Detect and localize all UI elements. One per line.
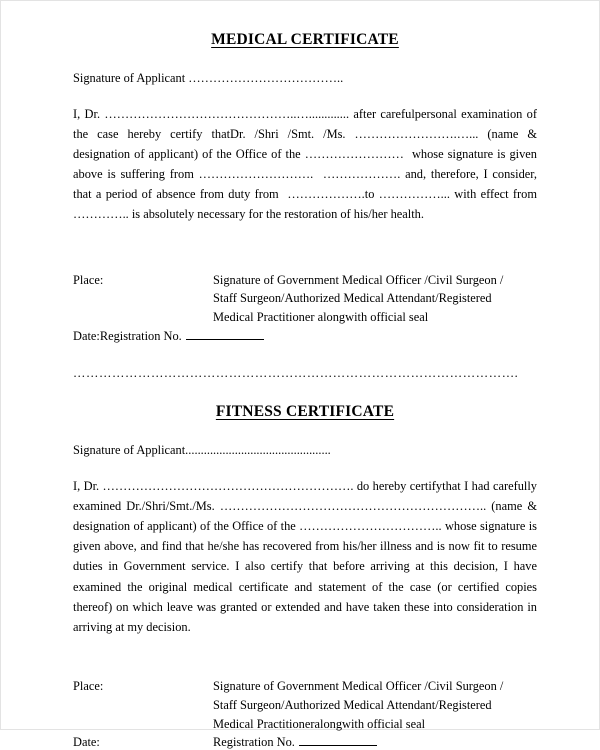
fitness-signature-line-1: Signature of Government Medical Officer /Civil Surgeon / [213,678,504,693]
medical-officer-signature-lines [213,271,537,328]
medical-place-label: Place: [73,272,104,287]
medical-certificate-body: I, Dr. ………………………………………..…............. after carefulpersonal examination of the case hereby certify thatDr. /Shri /Smt. /Ms. …………………….…... (name & designation of applicant) of the Office of the …………………… whose signature is given above is suffering from ………………………. ………………. and, therefore, I consider, that a period of absence from duty from ……………….to ……………... with effect from ………….. is absolutely necessary for the restoration of his/her health. [73,107,541,222]
fitness-date-label: Date: [73,735,100,750]
document-sheet [1,1,599,750]
fitness-applicant-signature-line: Signature of Applicant............................................... [73,443,331,458]
fitness-place-label: Place: [73,678,104,693]
medical-date-registration-row [73,329,537,344]
fitness-signature-line-3: Medical Practitioneralongwith official seal [213,716,426,731]
medical-certificate-title: MEDICAL CERTIFICATE [211,31,399,48]
medical-signature-line-1: Signature of Government Medical Officer /Civil Surgeon / [213,272,504,287]
section-separator: …………………………………………………………………………………………. [73,366,519,381]
medical-applicant-signature-line: Signature of Applicant ……………………………….. [73,71,344,85]
medical-signature-line-3: Medical Practitioner alongwith official seal [213,310,429,325]
fitness-registration-no-blank[interactable] [299,735,377,746]
fitness-signature-block [73,677,537,734]
medical-signature-block [73,271,537,328]
fitness-date-registration-row [73,735,537,750]
fitness-certificate-body: I, Dr. ……………………………………………………. do hereby certifythat I had carefully examined Dr./Shri/Smt./Ms. ……………………………………………………….. (name & designation of applicant) of the Office of the …………………………….. whose signature is given above, and find that he/she has recovered from his/her illness and is now fit to resume duties in Government service. I also certify that before arriving at this decision, I have examined the original medical certificate and statement of the case (or certified copies thereof) on which leave was granted or extended and have taken these into consideration in arriving at my decision. [73,479,541,634]
medical-date-registration-label: Date:Registration No. [73,329,182,344]
fitness-registration-label: Registration No. [213,735,295,750]
fitness-officer-signature-lines [213,677,537,734]
fitness-certificate-title: FITNESS CERTIFICATE [215,403,395,421]
fitness-signature-line-2: Staff Surgeon/Authorized Medical Attendant/Registered [213,697,492,712]
medical-signature-line-2: Staff Surgeon/Authorized Medical Attendant/Registered [213,291,492,306]
medical-registration-no-blank[interactable] [186,329,264,340]
